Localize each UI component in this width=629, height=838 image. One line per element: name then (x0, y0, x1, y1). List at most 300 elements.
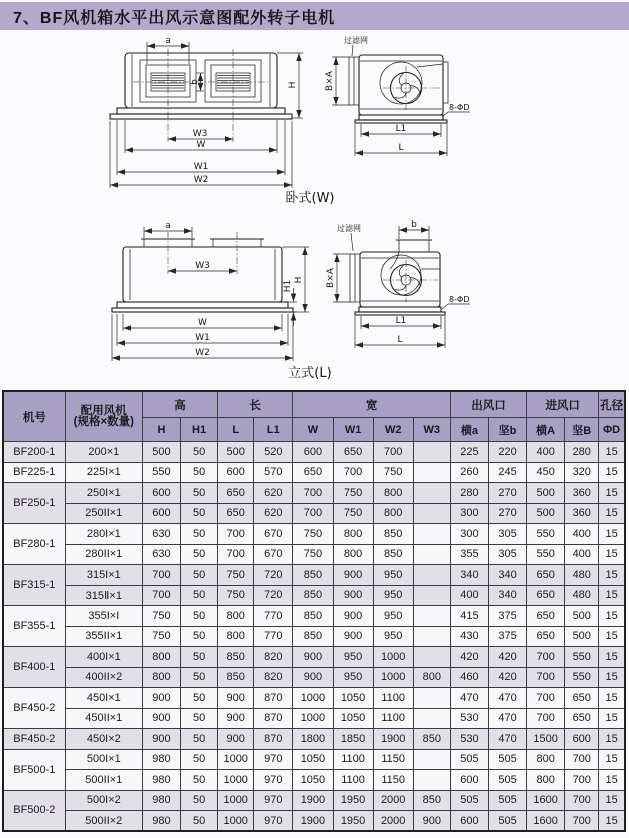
value-cell (413, 544, 450, 565)
dim-label-H: H (294, 276, 304, 284)
value-cell: 15 (599, 667, 625, 688)
vertical-type-caption: 立式(L) (288, 366, 332, 381)
value-cell: 280 (450, 483, 488, 504)
value-cell: 980 (142, 749, 180, 770)
value-cell: 600 (565, 729, 599, 750)
value-cell: 480 (565, 565, 599, 586)
value-cell: 670 (254, 524, 293, 545)
value-cell: 470 (488, 729, 526, 750)
dim-label-W3: W3 (192, 129, 208, 139)
diagram-area (0, 30, 629, 388)
value-cell: 15 (599, 729, 625, 750)
value-cell: 900 (293, 667, 333, 688)
value-cell: 900 (333, 626, 373, 647)
table-row (3, 688, 625, 709)
value-cell: 550 (565, 667, 599, 688)
value-cell: 570 (254, 462, 293, 483)
value-cell: 600 (218, 462, 254, 483)
value-cell: 900 (142, 688, 180, 709)
value-cell: 2000 (373, 811, 413, 832)
table-row (3, 483, 625, 504)
value-cell: 700 (142, 585, 180, 606)
value-cell: 970 (254, 811, 293, 832)
value-cell: 820 (254, 667, 293, 688)
value-cell: 500 (142, 442, 180, 463)
model-cell: BF225-1 (3, 462, 65, 483)
value-cell: 550 (142, 462, 180, 483)
dim-label-L1: L1 (395, 124, 407, 134)
value-cell: 970 (254, 770, 293, 791)
value-cell: 430 (450, 626, 488, 647)
table-row (3, 811, 625, 832)
col-header-W1: W1 (333, 418, 373, 442)
value-cell: 650 (527, 585, 565, 606)
value-cell: 650 (527, 626, 565, 647)
value-cell: 850 (218, 667, 254, 688)
value-cell: 600 (142, 483, 180, 504)
value-cell: 270 (488, 503, 526, 524)
value-cell: 700 (218, 524, 254, 545)
value-cell: 50 (181, 483, 218, 504)
value-cell: 1850 (333, 729, 373, 750)
model-cell: BF400-1 (3, 647, 65, 688)
value-cell: 460 (450, 667, 488, 688)
table-row (3, 729, 625, 750)
value-cell: 650 (527, 606, 565, 627)
value-cell: 1150 (373, 749, 413, 770)
dim-label-W2: W2 (195, 348, 210, 358)
col-group-height: 高 (142, 391, 217, 418)
value-cell: 1100 (373, 708, 413, 729)
filter-screen-label: 过滤网 (337, 224, 361, 233)
value-cell: 800 (142, 667, 180, 688)
value-cell: 50 (181, 688, 218, 709)
value-cell: 1050 (293, 749, 333, 770)
value-cell: 980 (142, 770, 180, 791)
value-cell: 800 (218, 606, 254, 627)
value-cell: 750 (142, 626, 180, 647)
col-header-L1: L1 (254, 418, 293, 442)
fan-spec-cell: 315Ⅱ×1 (65, 585, 142, 606)
value-cell: 500 (565, 626, 599, 647)
value-cell: 800 (527, 770, 565, 791)
value-cell: 900 (218, 688, 254, 709)
value-cell: 50 (181, 770, 218, 791)
value-cell: 505 (450, 749, 488, 770)
value-cell: 850 (373, 524, 413, 545)
value-cell (413, 442, 450, 463)
horizontal-side-view (325, 35, 470, 156)
value-cell: 15 (599, 442, 625, 463)
value-cell: 870 (254, 688, 293, 709)
model-cell: BF500-2 (3, 790, 65, 831)
fan-spec-cell: 450I×2 (65, 729, 142, 750)
value-cell: 650 (218, 503, 254, 524)
value-cell: 750 (293, 544, 333, 565)
value-cell: 340 (450, 565, 488, 586)
value-cell: 420 (488, 647, 526, 668)
model-cell: BF450-2 (3, 729, 65, 750)
fan-spec-cell: 500II×2 (65, 811, 142, 832)
fan-spec-cell: 450II×1 (65, 708, 142, 729)
value-cell: 1950 (333, 811, 373, 832)
value-cell: 900 (218, 729, 254, 750)
col-group-inlet: 进风口 (527, 391, 599, 418)
fan-spec-cell: 355I×I (65, 606, 142, 627)
value-cell: 1050 (333, 688, 373, 709)
value-cell: 50 (181, 565, 218, 586)
value-cell: 305 (488, 544, 526, 565)
model-cell: BF355-1 (3, 606, 65, 647)
value-cell: 50 (181, 729, 218, 750)
value-cell: 280 (565, 442, 599, 463)
table-row (3, 524, 625, 545)
value-cell (413, 565, 450, 586)
value-cell: 900 (142, 729, 180, 750)
value-cell: 750 (293, 524, 333, 545)
value-cell: 225 (450, 442, 488, 463)
value-cell: 1900 (293, 790, 333, 811)
table-row (3, 606, 625, 627)
table-row (3, 749, 625, 770)
value-cell: 870 (254, 708, 293, 729)
value-cell: 800 (142, 647, 180, 668)
value-cell: 500 (218, 442, 254, 463)
value-cell: 15 (599, 544, 625, 565)
value-cell: 800 (333, 524, 373, 545)
value-cell: 50 (181, 442, 218, 463)
value-cell: 720 (254, 585, 293, 606)
value-cell: 15 (599, 565, 625, 586)
value-cell (413, 626, 450, 647)
value-cell: 950 (333, 667, 373, 688)
col-header-W2: W2 (373, 418, 413, 442)
value-cell: 800 (218, 626, 254, 647)
fan-spec-cell: 315I×1 (65, 565, 142, 586)
value-cell: 700 (142, 565, 180, 586)
value-cell (413, 503, 450, 524)
table-row (3, 667, 625, 688)
table-row (3, 503, 625, 524)
value-cell: 600 (293, 442, 333, 463)
value-cell: 15 (599, 708, 625, 729)
value-cell: 850 (413, 729, 450, 750)
dim-label-W3: W3 (195, 261, 210, 271)
value-cell: 600 (142, 503, 180, 524)
table-row (3, 565, 625, 586)
value-cell (413, 749, 450, 770)
value-cell (413, 708, 450, 729)
value-cell: 1050 (293, 770, 333, 791)
value-cell: 50 (181, 503, 218, 524)
value-cell: 260 (450, 462, 488, 483)
col-header-W: W (293, 418, 333, 442)
value-cell: 470 (488, 688, 526, 709)
dim-label-W: W (196, 140, 206, 150)
value-cell: 800 (333, 544, 373, 565)
table-row (3, 442, 625, 463)
value-cell: 50 (181, 749, 218, 770)
value-cell: 420 (450, 647, 488, 668)
value-cell: 355 (450, 544, 488, 565)
value-cell: 50 (181, 647, 218, 668)
col-header-L: L (218, 418, 254, 442)
value-cell: 750 (218, 565, 254, 586)
value-cell: 50 (181, 708, 218, 729)
value-cell: 600 (450, 811, 488, 832)
value-cell: 15 (599, 626, 625, 647)
value-cell: 700 (373, 442, 413, 463)
value-cell (413, 462, 450, 483)
value-cell: 1000 (218, 811, 254, 832)
value-cell: 850 (218, 647, 254, 668)
value-cell: 480 (565, 585, 599, 606)
value-cell: 900 (293, 647, 333, 668)
value-cell: 470 (450, 688, 488, 709)
bolt-holes-label: 8-ΦD (449, 103, 470, 112)
value-cell: 520 (254, 442, 293, 463)
value-cell: 530 (450, 708, 488, 729)
value-cell: 650 (527, 565, 565, 586)
dim-label-b: b (411, 220, 417, 230)
value-cell (413, 606, 450, 627)
fan-spec-cell: 500I×1 (65, 749, 142, 770)
value-cell: 900 (333, 585, 373, 606)
fan-spec-cell: 400II×2 (65, 667, 142, 688)
value-cell: 1050 (333, 708, 373, 729)
value-cell: 15 (599, 749, 625, 770)
col-header-W3: W3 (413, 418, 450, 442)
value-cell: 850 (293, 606, 333, 627)
value-cell: 50 (181, 524, 218, 545)
value-cell: 900 (142, 708, 180, 729)
value-cell: 700 (527, 708, 565, 729)
dim-label-BxA: B×A (325, 71, 335, 91)
value-cell: 1000 (218, 749, 254, 770)
value-cell: 900 (333, 565, 373, 586)
dim-label-H: H (288, 81, 298, 89)
value-cell: 1000 (218, 770, 254, 791)
value-cell: 1100 (373, 688, 413, 709)
fan-spec-cell: 250II×1 (65, 503, 142, 524)
bolt-holes-label: 8-ΦD (449, 295, 470, 304)
value-cell: 1000 (373, 667, 413, 688)
value-cell: 15 (599, 483, 625, 504)
horizontal-type-caption: 卧式(W) (285, 191, 335, 206)
value-cell: 1900 (373, 729, 413, 750)
model-cell: BF500-1 (3, 749, 65, 790)
value-cell: 800 (527, 749, 565, 770)
value-cell: 970 (254, 790, 293, 811)
value-cell: 950 (373, 565, 413, 586)
dim-label-BxA: B×A (326, 268, 336, 288)
col-header-model: 机号 (3, 391, 65, 442)
value-cell: 400 (527, 442, 565, 463)
value-cell: 15 (599, 647, 625, 668)
value-cell: 1100 (333, 770, 373, 791)
model-cell: BF450-2 (3, 688, 65, 729)
value-cell: 700 (333, 462, 373, 483)
value-cell: 505 (450, 790, 488, 811)
value-cell (413, 770, 450, 791)
value-cell: 800 (413, 667, 450, 688)
value-cell: 650 (333, 442, 373, 463)
table-row (3, 770, 625, 791)
value-cell: 340 (488, 565, 526, 586)
vertical-front-view (112, 221, 332, 381)
value-cell: 630 (142, 524, 180, 545)
col-group-outlet: 出风口 (450, 391, 526, 418)
value-cell: 1100 (333, 749, 373, 770)
value-cell: 305 (488, 524, 526, 545)
col-header-H: H (142, 418, 180, 442)
col-header-outlet-a: 横a (450, 418, 488, 442)
value-cell: 340 (488, 585, 526, 606)
fan-spec-cell: 500I×2 (65, 790, 142, 811)
table-row (3, 544, 625, 565)
col-header-inlet-B: 坚B (565, 418, 599, 442)
dim-label-W1: W1 (195, 333, 210, 343)
value-cell: 750 (333, 503, 373, 524)
dim-label-a: a (165, 36, 171, 46)
table-row (3, 790, 625, 811)
value-cell: 2000 (373, 790, 413, 811)
value-cell: 1900 (293, 811, 333, 832)
value-cell: 950 (373, 585, 413, 606)
value-cell: 15 (599, 770, 625, 791)
fan-spec-cell: 280I×1 (65, 524, 142, 545)
col-group-length: 长 (218, 391, 293, 418)
value-cell: 300 (450, 524, 488, 545)
page-title: 7、BF风机箱水平出风示意图配外转子电机 (0, 2, 629, 30)
value-cell: 650 (218, 483, 254, 504)
value-cell: 770 (254, 606, 293, 627)
dim-label-L: L (397, 335, 403, 345)
value-cell: 500 (527, 483, 565, 504)
value-cell: 50 (181, 544, 218, 565)
value-cell: 870 (254, 729, 293, 750)
dim-label-H1: H1 (283, 279, 293, 293)
vertical-side-view (326, 220, 470, 348)
value-cell: 300 (450, 503, 488, 524)
value-cell: 770 (254, 626, 293, 647)
table-row (3, 585, 625, 606)
value-cell: 15 (599, 688, 625, 709)
value-cell: 650 (565, 708, 599, 729)
value-cell: 650 (565, 688, 599, 709)
horizontal-front-view (110, 36, 335, 206)
value-cell: 1150 (373, 770, 413, 791)
value-cell: 900 (333, 606, 373, 627)
value-cell: 50 (181, 667, 218, 688)
value-cell: 980 (142, 790, 180, 811)
value-cell: 700 (527, 647, 565, 668)
value-cell: 630 (142, 544, 180, 565)
value-cell: 800 (373, 483, 413, 504)
table-row (3, 626, 625, 647)
value-cell: 50 (181, 606, 218, 627)
value-cell: 270 (488, 483, 526, 504)
spec-table-body (3, 442, 625, 832)
value-cell: 850 (373, 544, 413, 565)
value-cell: 360 (565, 503, 599, 524)
fan-spec-cell: 250I×1 (65, 483, 142, 504)
value-cell: 50 (181, 811, 218, 832)
dim-label-W2: W2 (193, 175, 209, 185)
value-cell: 900 (413, 811, 450, 832)
value-cell (413, 524, 450, 545)
value-cell: 850 (293, 565, 333, 586)
col-header-inlet-A: 横A (527, 418, 565, 442)
value-cell: 720 (254, 565, 293, 586)
value-cell: 750 (218, 585, 254, 606)
value-cell: 700 (527, 688, 565, 709)
model-cell: BF200-1 (3, 442, 65, 463)
value-cell: 505 (488, 811, 526, 832)
value-cell: 820 (254, 647, 293, 668)
value-cell: 950 (373, 606, 413, 627)
value-cell: 400 (565, 544, 599, 565)
value-cell: 850 (293, 585, 333, 606)
value-cell (413, 585, 450, 606)
value-cell: 15 (599, 790, 625, 811)
fan-spec-cell: 400I×1 (65, 647, 142, 668)
value-cell: 400 (450, 585, 488, 606)
value-cell (413, 688, 450, 709)
value-cell: 700 (565, 770, 599, 791)
value-cell: 50 (181, 462, 218, 483)
value-cell: 505 (488, 770, 526, 791)
value-cell: 500 (527, 503, 565, 524)
value-cell: 1000 (293, 708, 333, 729)
table-row (3, 708, 625, 729)
value-cell: 650 (293, 462, 333, 483)
value-cell: 15 (599, 462, 625, 483)
col-group-hole: 孔径 (599, 391, 625, 418)
value-cell: 15 (599, 524, 625, 545)
fan-spec-cell: 500II×1 (65, 770, 142, 791)
value-cell: 245 (488, 462, 526, 483)
col-group-width: 宽 (293, 391, 450, 418)
fan-box-diagrams (0, 30, 629, 388)
value-cell: 1800 (293, 729, 333, 750)
value-cell: 15 (599, 503, 625, 524)
value-cell: 950 (373, 626, 413, 647)
value-cell: 980 (142, 811, 180, 832)
dim-label-W: W (198, 318, 207, 328)
value-cell: 700 (293, 483, 333, 504)
fan-spec-cell: 200×1 (65, 442, 142, 463)
value-cell: 700 (565, 811, 599, 832)
value-cell: 970 (254, 749, 293, 770)
fan-spec-cell: 280II×1 (65, 544, 142, 565)
value-cell: 1600 (527, 811, 565, 832)
value-cell (413, 647, 450, 668)
value-cell: 1000 (373, 647, 413, 668)
col-header-outlet-b: 坚b (488, 418, 526, 442)
value-cell: 400 (565, 524, 599, 545)
value-cell: 420 (488, 667, 526, 688)
fan-spec-cell: 225I×1 (65, 462, 142, 483)
value-cell: 360 (565, 483, 599, 504)
value-cell: 800 (373, 503, 413, 524)
col-header-H1: H1 (181, 418, 218, 442)
value-cell: 620 (254, 483, 293, 504)
value-cell: 50 (181, 790, 218, 811)
value-cell: 1950 (333, 790, 373, 811)
dim-label-L: L (398, 143, 404, 153)
table-row (3, 647, 625, 668)
